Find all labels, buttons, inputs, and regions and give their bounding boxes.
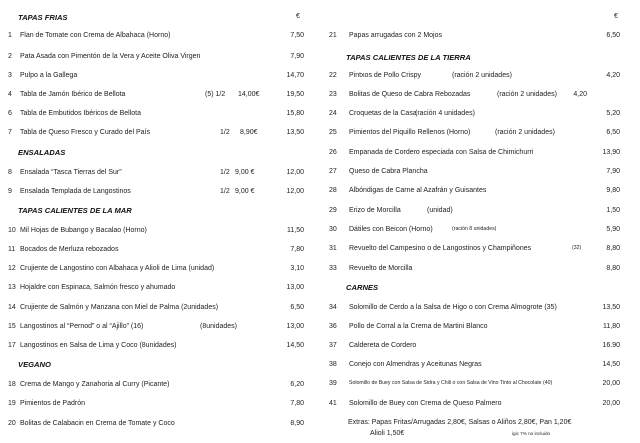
item-price: 7,80 bbox=[290, 245, 304, 253]
item-number: 21 bbox=[329, 31, 337, 39]
item-number: 8 bbox=[8, 168, 12, 176]
item-price: 7,50 bbox=[290, 31, 304, 39]
item-name: Hojaldre con Espinaca, Salmón fresco y ahumado bbox=[20, 283, 176, 291]
item-number: 24 bbox=[329, 109, 337, 117]
item-number: 19 bbox=[8, 399, 16, 407]
item-number: 14 bbox=[8, 303, 16, 311]
item-name: Mil Hojas de Bubango y Bacalao (Horno) bbox=[20, 226, 147, 234]
item-number: 26 bbox=[329, 148, 337, 156]
item-price: 5,90 bbox=[606, 225, 620, 233]
half-portion-price: 9,00 € bbox=[235, 168, 255, 176]
item-name: Pollo de Corral a la Crema de Martini Blanco bbox=[349, 322, 488, 330]
item-price: 19,50 bbox=[286, 90, 304, 98]
item-name: Solomillo de Cerdo a la Salsa de Higo o con Crema Almogrote (35) bbox=[349, 303, 557, 311]
item-note: (ración 8 unidades) bbox=[452, 225, 497, 232]
item-price: 13,90 bbox=[602, 148, 620, 156]
item-name: Empanada de Cordero especiada con Salsa de Chimichurri bbox=[349, 148, 534, 156]
item-price: 20,00 bbox=[602, 379, 620, 387]
item-name: Flan de Tomate con Crema de Albahaca (Horno) bbox=[20, 31, 171, 39]
half-portion-price: 14,00€ bbox=[238, 90, 260, 98]
item-number: 36 bbox=[329, 322, 337, 330]
item-price: 13,00 bbox=[286, 322, 304, 330]
item-price: 7,90 bbox=[290, 52, 304, 60]
item-number: 3 bbox=[8, 71, 12, 79]
item-name: Papas arrugadas con 2 Mojos bbox=[349, 31, 442, 39]
item-number: 29 bbox=[329, 206, 337, 214]
item-name: Crujiente de Salmón y Manzana con Miel de Palma (2unidades) bbox=[20, 303, 219, 311]
item-name: Caldereta de Cordero bbox=[349, 341, 417, 349]
item-price: 13,50 bbox=[286, 128, 304, 136]
item-price: 13,00 bbox=[286, 283, 304, 291]
item-name: Pimientos del Piquillo Rellenos (Horno) bbox=[349, 128, 471, 136]
item-price: 8,80 bbox=[606, 244, 620, 252]
item-price: 1,50 bbox=[606, 206, 620, 214]
half-portion-price: 9,00 € bbox=[235, 187, 255, 195]
item-number: 12 bbox=[8, 264, 16, 272]
item-number: 20 bbox=[8, 419, 16, 427]
half-portion-label: 1/2 bbox=[220, 128, 230, 136]
item-name: Queso de Cabra Plancha bbox=[349, 167, 428, 175]
item-name: Bolitas de Calabacin en Crema de Tomate y Coco bbox=[20, 419, 175, 427]
item-price: 7,80 bbox=[290, 399, 304, 407]
item-price: 6,50 bbox=[606, 128, 620, 136]
item-price: 15,80 bbox=[286, 109, 304, 117]
item-price: 14,70 bbox=[286, 71, 304, 79]
item-note: (ración 2 unidades) bbox=[452, 71, 512, 79]
item-name: Langostinos al “Pernod” o al “Ajillo” (16) bbox=[20, 322, 144, 330]
extras-line: Alioli 1,50€ bbox=[370, 429, 405, 437]
half-portion-price: 8,90€ bbox=[240, 128, 258, 136]
item-name: Revuelto del Campesino o de Langostinos y Champiñones bbox=[349, 244, 532, 252]
item-number: 6 bbox=[8, 109, 12, 117]
item-price: 9,80 bbox=[606, 186, 620, 194]
item-name: Pimientos de Padrón bbox=[20, 399, 85, 407]
item-name: Crujiente de Langostino con Albahaca y Alioli de Lima (unidad) bbox=[20, 264, 215, 272]
half-portion-label: 1/2 bbox=[220, 187, 230, 195]
item-number: 11 bbox=[8, 245, 16, 253]
currency-header: € bbox=[296, 12, 300, 20]
item-note: (8unidades) bbox=[200, 322, 237, 330]
item-name: Solomillo de Buey con Crema de Queso Palmero bbox=[349, 399, 502, 407]
item-name: Revuelto de Morcilla bbox=[349, 264, 413, 272]
item-name: Crema de Mango y Zanahoria al Curry (Picante) bbox=[20, 380, 170, 388]
item-name: Conejo con Almendras y Aceitunas Negras bbox=[349, 360, 482, 368]
item-number: 13 bbox=[8, 283, 16, 291]
item-name: Solomillo de Buey con Salsa de Sidra y Chili o con Salsa de Vino Tinto al Chocolate (40) bbox=[349, 379, 553, 386]
item-price: 6,50 bbox=[290, 303, 304, 311]
item-name: Ensalada Templada de Langostinos bbox=[20, 187, 131, 195]
item-number: 17 bbox=[8, 341, 16, 349]
section-title: VEGANO bbox=[18, 359, 51, 369]
item-note: (unidad) bbox=[427, 206, 453, 214]
item-number: 38 bbox=[329, 360, 337, 368]
currency-header: € bbox=[614, 12, 618, 20]
tax-note: igic 7% no incluido bbox=[512, 431, 551, 436]
item-number: 34 bbox=[329, 303, 337, 311]
item-name: Ensalada “Tasca Tierras del Sur” bbox=[20, 168, 122, 176]
item-number: 31 bbox=[329, 244, 337, 252]
item-note: (ración 4 unidades) bbox=[415, 109, 475, 117]
item-name: Dátiles con Beicon (Horno) bbox=[349, 225, 433, 233]
item-note: (ración 2 unidades) bbox=[497, 90, 557, 98]
item-price: 11,80 bbox=[603, 322, 620, 330]
item-price: 5,20 bbox=[606, 109, 620, 117]
item-price: 3,10 bbox=[290, 264, 304, 272]
item-number: 7 bbox=[8, 128, 12, 136]
section-title: ENSALADAS bbox=[18, 147, 66, 157]
item-name: Pata Asada con Pimentón de la Vera y Aceite Oliva Virgen bbox=[20, 52, 201, 60]
item-number: 2 bbox=[8, 52, 12, 60]
section-title: CARNES bbox=[346, 282, 379, 292]
item-price: 4,20 bbox=[606, 71, 620, 79]
half-portion-label: (5) 1/2 bbox=[205, 90, 226, 98]
item-price: 14,50 bbox=[602, 360, 620, 368]
item-price: 6,20 bbox=[290, 380, 304, 388]
item-number: 23 bbox=[329, 90, 337, 98]
item-name: Pintxos de Pollo Crispy bbox=[349, 71, 421, 79]
item-price: 14,50 bbox=[286, 341, 304, 349]
item-note: (ración 2 unidades) bbox=[495, 128, 555, 136]
item-price: 7,90 bbox=[606, 167, 620, 175]
item-number: 4 bbox=[8, 90, 12, 98]
item-number: 15 bbox=[8, 322, 16, 330]
item-number: 9 bbox=[8, 187, 12, 195]
item-number: 25 bbox=[329, 128, 337, 136]
item-number: 28 bbox=[329, 186, 337, 194]
item-name: Tabla de Embutidos Ibéricos de Bellota bbox=[20, 109, 142, 117]
item-name: Langostinos en Salsa de Lima y Coco (8unidades) bbox=[20, 341, 177, 349]
item-name: Tabla de Jamón Ibérico de Bellota bbox=[20, 90, 126, 98]
item-number: 1 bbox=[8, 31, 12, 39]
section-title: TAPAS CALIENTES DE LA TIERRA bbox=[346, 52, 471, 62]
item-price: 11,50 bbox=[287, 226, 304, 234]
section-title: TAPAS CALIENTES DE LA MAR bbox=[18, 205, 132, 215]
extras-line: Extras: Papas Fritas/Arrugadas 2,80€, Salsas o Aliños 2,80€, Pan 1,20€ bbox=[348, 418, 572, 426]
item-name: Erizo de Morcilla bbox=[349, 206, 401, 214]
item-name: Albóndigas de Carne al Azafrán y Guisantes bbox=[349, 186, 487, 194]
item-name: Bolitas de Queso de Cabra Rebozadas bbox=[349, 90, 471, 98]
item-price: 12,00 bbox=[286, 187, 304, 195]
item-number: 22 bbox=[329, 71, 337, 79]
item-name: Tabla de Queso Fresco y Curado del País bbox=[20, 128, 150, 136]
item-price: 16.90 bbox=[602, 341, 620, 349]
half-portion-label: 1/2 bbox=[220, 168, 230, 176]
item-price: 12,00 bbox=[286, 168, 304, 176]
item-number: 37 bbox=[329, 341, 337, 349]
item-price: 20,00 bbox=[602, 399, 620, 407]
item-price: 8,80 bbox=[606, 264, 620, 272]
item-name: Pulpo a la Gallega bbox=[20, 71, 78, 79]
item-number: 41 bbox=[329, 399, 337, 407]
item-number: 39 bbox=[329, 379, 337, 387]
item-name: Bocados de Merluza rebozados bbox=[20, 245, 119, 253]
item-price: 8,90 bbox=[290, 419, 304, 427]
item-note: (32) bbox=[572, 244, 582, 251]
item-number: 27 bbox=[329, 167, 337, 175]
item-number: 30 bbox=[329, 225, 337, 233]
item-price: 4,20 bbox=[573, 90, 587, 98]
item-name: Croquetas de la Casa bbox=[349, 109, 417, 117]
item-price: 13,50 bbox=[602, 303, 620, 311]
section-title: TAPAS FRIAS bbox=[18, 12, 68, 22]
item-number: 18 bbox=[8, 380, 16, 388]
item-number: 10 bbox=[8, 226, 16, 234]
item-price: 6,50 bbox=[606, 31, 620, 39]
item-number: 33 bbox=[329, 264, 337, 272]
